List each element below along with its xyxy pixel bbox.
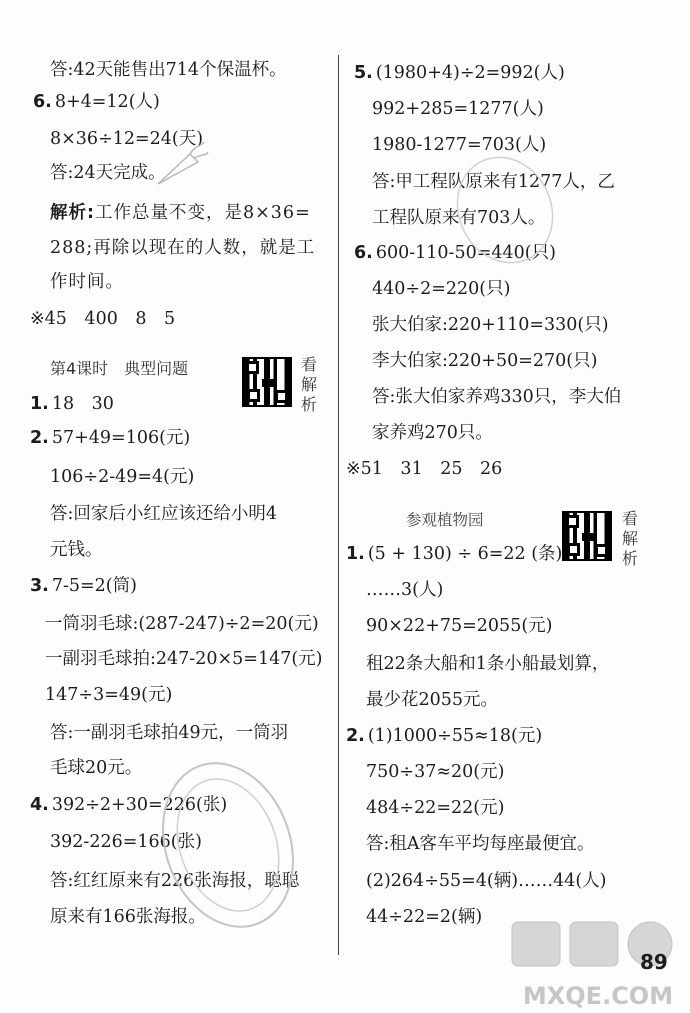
answer-line: 元钱。 [50, 540, 103, 560]
equation-line: 90×22+75=2055(元) [366, 616, 553, 636]
bonus-answers: ※45 400 8 5 [30, 309, 176, 329]
equation-line: 106÷2-49=4(元) [50, 467, 195, 487]
section-heading: 参观植物园 [406, 511, 484, 529]
equation-line: 张大伯家:220+110=330(只) [372, 315, 609, 335]
equation-line: 8×36÷12=24(天) [50, 129, 204, 149]
stamp-icon [158, 750, 298, 940]
answer-line: 工程队原来有703人。 [372, 208, 546, 228]
answer-line: 答:张大伯家养鸡330只，李大伯 [372, 387, 622, 407]
problem-number: 1. [346, 544, 365, 564]
bonus-answers: ※51 31 25 26 [346, 459, 503, 479]
equation-line: 440÷2=220(只) [372, 279, 511, 299]
equation-line: 1980-1277=703(人) [372, 135, 547, 155]
page-number: 89 [640, 950, 668, 974]
carrot-stamp-icon [150, 140, 210, 190]
equation-line: 44÷22=2(辆) [366, 907, 483, 927]
equation-line: 750÷37≈20(元) [366, 762, 505, 782]
equation: (5 + 130) ÷ 6=22 (条) [367, 544, 563, 564]
problem-number: 3. [30, 576, 49, 596]
problem-number: 6. [33, 92, 52, 112]
problem-number: 5. [354, 63, 373, 83]
equation-line: 147÷3=49(元) [45, 685, 173, 705]
equation: 57+49=106(元) [51, 428, 191, 448]
qr-code[interactable] [562, 511, 612, 561]
equation-line: (2)264÷55=4(辆)……44(人) [366, 871, 607, 891]
equation: 8+4=12(人) [54, 92, 160, 112]
equation: 7-5=2(筒) [51, 576, 137, 596]
problem-number: 4. [30, 795, 49, 815]
qr-caption: 看解析 [621, 509, 638, 568]
lesson-heading: 第4课时 典型问题 [50, 359, 189, 378]
answer-line: 答:回家后小红应该还给小明4 [50, 504, 278, 524]
problem-number: 1. [30, 394, 49, 414]
answer-line: 家养鸡270只。 [372, 423, 493, 443]
column-divider [338, 55, 339, 955]
analysis-text: 工作总量不变，是8×36= [95, 203, 311, 223]
analysis-line: 288;再除以现在的人数，就是工 [50, 238, 316, 258]
answer-line: 答:红红原来有226张海报，聪聪 [50, 871, 300, 891]
problem-number: 2. [346, 726, 365, 746]
answer-line: 答:一副羽毛球拍49元，一筒羽 [50, 723, 289, 743]
equation-line: ……3(人) [366, 580, 444, 600]
analysis-line: 作时间。 [50, 272, 124, 292]
equation: 600-110-50=440(只) [375, 243, 556, 263]
stamp-icon [450, 150, 560, 270]
equation: (1980+4)÷2=992(人) [375, 63, 565, 83]
answer-line: 原来有166张海报。 [50, 907, 206, 927]
analysis-tag: 解析: [50, 203, 95, 223]
watermark-text: MXQE.COM [522, 982, 674, 1010]
qr-caption: 看解析 [300, 355, 317, 414]
answer-line: 毛球20元。 [50, 758, 143, 778]
answer-line: 答:租A客车平均每座最便宜。 [366, 834, 595, 854]
equation-line: 484÷22=22(元) [366, 798, 505, 818]
equation: 392÷2+30=226(张) [51, 795, 228, 815]
problem-3 [30, 574, 137, 598]
answer-line: 答:24天完成。 [50, 163, 166, 183]
problem-1 [346, 542, 562, 566]
equation-line: 一副羽毛球拍:247-20×5=147(元) [45, 649, 323, 669]
equation-line: 李大伯家:220+50=270(只) [372, 351, 598, 371]
analysis-line [50, 201, 311, 225]
equation: (1)1000÷55≈18(元) [367, 726, 543, 746]
problem-number: 6. [354, 243, 373, 263]
answer-line: 租22条大船和1条小船最划算， [366, 654, 610, 674]
problem-6 [33, 90, 160, 114]
problem-number: 2. [30, 428, 49, 448]
problem-5 [354, 61, 565, 85]
problem-2 [346, 724, 542, 748]
equation-line: 992+285=1277(人) [372, 99, 544, 119]
answer-line: 最少花2055元。 [366, 690, 499, 710]
equation-line: 392-226=166(张) [50, 832, 202, 852]
problem-2 [30, 426, 190, 450]
answer-line: 答:甲工程队原来有1277人，乙 [372, 172, 615, 192]
answer-line: 答:42天能售出714个保温杯。 [50, 60, 287, 80]
qr-code[interactable] [242, 357, 292, 407]
problem-1 [30, 392, 114, 416]
equation-line: 一筒羽毛球:(287-247)÷2=20(元) [45, 614, 319, 634]
answer-values: 18 30 [51, 394, 114, 414]
